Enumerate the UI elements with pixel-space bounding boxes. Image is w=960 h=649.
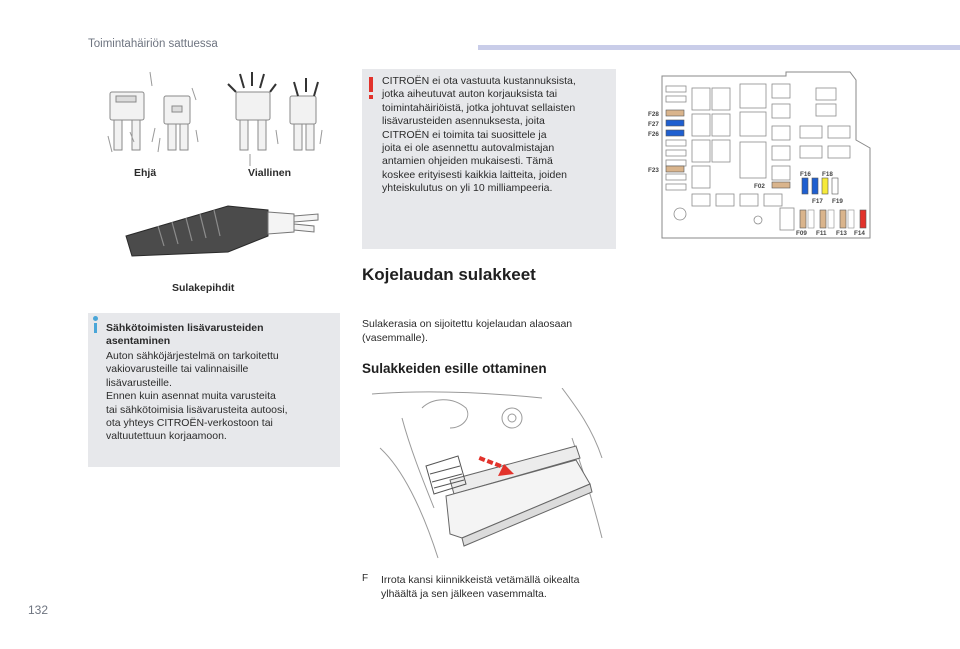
- fuse-label-f11: F11: [816, 230, 827, 237]
- page-number: 132: [28, 603, 49, 617]
- fuse-faulty-label: Viallinen: [248, 167, 291, 179]
- fuse-f26: [666, 130, 684, 136]
- fuse-box-diagram: [640, 70, 880, 245]
- fuse-label-f27: F27: [648, 121, 659, 128]
- fuse-f11: [820, 210, 826, 228]
- fuse-label-f09: F09: [796, 230, 807, 237]
- fuse-f17: [812, 178, 818, 194]
- info-box-body: Auton sähköjärjestelmä on tarkoitettu vakiovarusteille tai valinnaisille lisävarusteille. Ennen kuin asennat muita varusteita tai sähkötoimisia lisävarusteita autoosi, ota yhteys CITROËN-verkostoon tai valtuutettuun korjaamoon.: [106, 350, 288, 443]
- section-title: Kojelaudan sulakkeet: [362, 265, 536, 284]
- fuse-label-f16: F16: [800, 171, 811, 178]
- fuse-f18: [822, 178, 828, 194]
- warning-icon-dot: [369, 95, 373, 99]
- fuse-f16: [802, 178, 808, 194]
- warning-box: [362, 69, 616, 249]
- fuse-f23: [666, 166, 684, 172]
- step-text: Irrota kansi kiinnikkeistä vetämällä oikealta ylhäältä ja sen jälkeen vasemmalta.: [381, 574, 580, 600]
- fuse-label-f17: F17: [812, 198, 823, 205]
- section-subtitle: Sulakkeiden esille ottaminen: [362, 361, 547, 376]
- fuse-intact-label: Ehjä: [134, 167, 157, 179]
- fuse-pliers-illustration: [118, 196, 328, 266]
- fuse-f19: [832, 178, 838, 194]
- fuse-label-f13: F13: [836, 230, 847, 237]
- fuse-label-f18: F18: [822, 171, 833, 178]
- warning-icon: [369, 77, 373, 92]
- fuse-f14: [860, 210, 866, 228]
- fuse-pliers-label: Sulakepihdit: [172, 282, 235, 294]
- glovebox-area-illustration: [362, 388, 616, 560]
- fuse-label-f28: F28: [648, 111, 659, 118]
- fuse-f02: [772, 182, 790, 188]
- fuse-illustration: [100, 70, 330, 170]
- header-accent-bar: [478, 45, 960, 50]
- info-icon-stem: [94, 323, 97, 333]
- info-icon: [93, 316, 98, 321]
- fuse-f09: [800, 210, 806, 228]
- fuse-label-f02: F02: [754, 183, 765, 190]
- section-paragraph: Sulakerasia on sijoitettu kojelaudan alaosaan (vasemmalle).: [362, 318, 573, 344]
- fuse-label-f19: F19: [832, 198, 843, 205]
- fuse-f28: [666, 110, 684, 116]
- fuse-label-f23: F23: [648, 167, 659, 174]
- warning-box-text: CITROËN ei ota vastuuta kustannuksista, jotka aiheutuvat auton korjauksista tai toimintahäiriöistä, jotka johtuvat sellaisten lisävarusteiden asennuksesta, joita CITROËN ei toimita tai suosittele ja joita ei ole asennettu autovalmistajan antamien ohjeiden mukaisesti. Tämä koskee erityisesti kaikkia laitteita, joiden yhteiskulutus on yli 10 milliampeeria.: [382, 75, 576, 195]
- step-bullet: F: [362, 573, 369, 584]
- fuse-f13: [840, 210, 846, 228]
- info-box: [88, 313, 340, 467]
- info-box-title: Sähkötoimisten lisävarusteiden asentaminen: [106, 322, 264, 348]
- page-header-title: Toimintahäiriön sattuessa: [88, 38, 218, 50]
- fuse-label-f14: F14: [854, 230, 865, 237]
- fuse-f27: [666, 120, 684, 126]
- fuse-label-f26: F26: [648, 131, 659, 138]
